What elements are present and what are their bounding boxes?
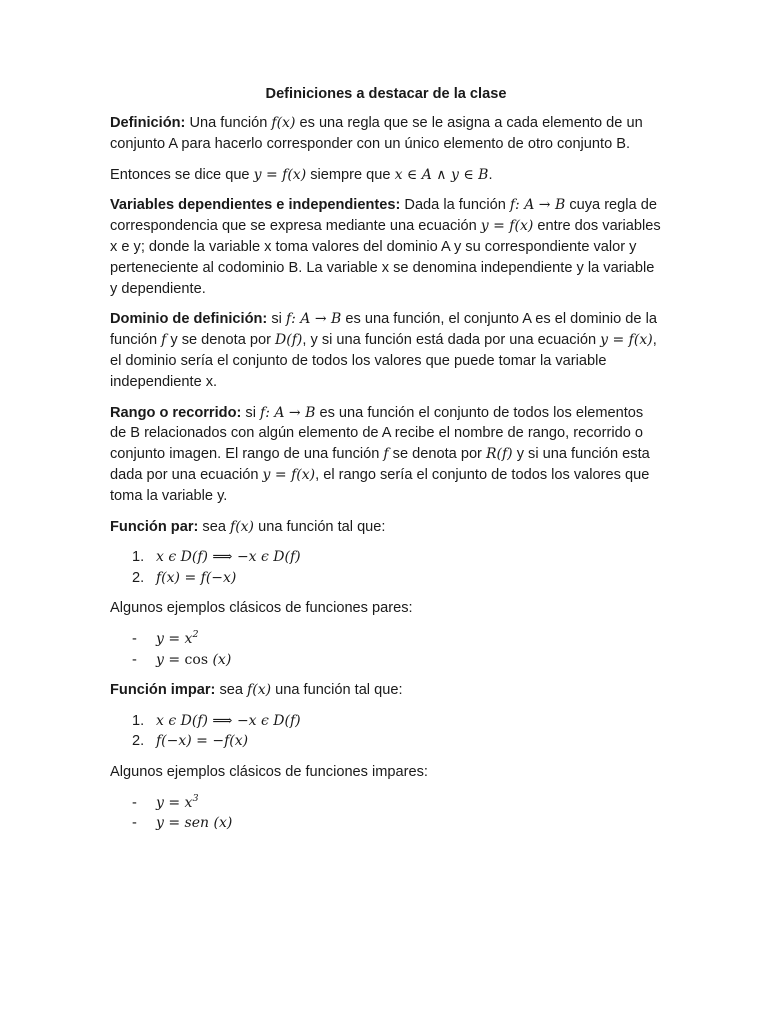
list-item <box>110 793 662 814</box>
definicion-label: Definición: <box>110 115 186 131</box>
math-expr: y = f(x) <box>262 466 316 483</box>
math-expr: f(x) <box>230 518 255 535</box>
text-span: si <box>241 404 261 421</box>
text-span: es una regla que se le asigna a cada elemento de un conjunto A para hacerlo corresponder con un único elemento de otro conjunto B. <box>110 115 643 152</box>
variables-paragraph <box>110 195 662 299</box>
ejemplos-impares-list <box>110 793 662 834</box>
math-expr: y = f(x) <box>600 332 653 349</box>
math-expr: y = sen (x) <box>156 815 233 832</box>
text-span: entre dos variables x e y; donde la variable x toma valores del dominio A y su correspondiente valor y perteneciente al codominio B. La variable x se denomina independiente y la variable y dependiente. <box>110 218 661 297</box>
math-expr: y = f(x) <box>480 218 534 235</box>
math-exponent: 3 <box>192 792 199 804</box>
list-dash: - <box>132 794 137 811</box>
funcion-impar-label: Función impar: <box>110 682 216 699</box>
text-span: , el rango sería el conjunto de todos los valores que toma la variable y. <box>110 466 650 504</box>
math-expr: x ϵ D(f) ⟹ −x ϵ D(f) <box>156 712 301 729</box>
text-span: se denota por <box>388 446 486 463</box>
rango-paragraph <box>110 403 662 507</box>
math-expr: f: A → B <box>285 311 342 328</box>
math-expr: f(x) <box>271 115 296 131</box>
text-span: . <box>488 166 493 183</box>
text-span: , y si una función está dada por una ecuación <box>302 332 601 349</box>
math-expr: f <box>161 332 167 349</box>
funcion-par-label: Función par: <box>110 518 199 535</box>
list-dash: - <box>132 815 137 832</box>
math-lhs: y = x <box>156 794 193 811</box>
math-lhs: y = x <box>156 631 193 648</box>
text-span: es una función el conjunto de todos los elementos de B relacionados con algún elemento de A recibe el nombre de rango, recorrido o conjunto imagen. El rango de una función <box>110 404 644 463</box>
list-item <box>110 731 662 752</box>
document-title: Definiciones a destacar de la clase <box>265 86 507 102</box>
text-span: y se denota por <box>166 332 276 349</box>
text-span: Dada la función <box>400 197 510 214</box>
math-exponent: 2 <box>192 629 199 641</box>
math-expr <box>156 629 198 650</box>
math-expr: R(f) <box>485 446 513 463</box>
list-dash: - <box>132 631 137 648</box>
list-item <box>110 650 662 671</box>
math-expr: f: A → B <box>509 197 566 214</box>
math-expr: f(−x) = −f(x) <box>156 733 249 750</box>
text-span: una función tal que: <box>254 518 386 535</box>
list-dash: - <box>132 651 137 668</box>
text-span: si <box>267 311 286 328</box>
definicion-paragraph <box>110 113 662 155</box>
text-span: sea <box>215 682 248 699</box>
document-body <box>110 84 662 844</box>
text-span: siempre que <box>306 166 395 183</box>
text-span: Una función <box>185 115 272 131</box>
entonces-paragraph <box>110 165 662 186</box>
math-expr: y = f(x) <box>253 166 307 183</box>
dominio-paragraph <box>110 309 662 392</box>
text-span: , el dominio sería el conjunto de todos los valores que puede tomar la variable independiente x. <box>110 332 657 390</box>
funcion-par-conditions <box>110 547 662 588</box>
dominio-label: Dominio de definición: <box>110 311 268 328</box>
math-lhs: y = <box>156 651 185 668</box>
text-span: Entonces se dice que <box>110 166 254 183</box>
list-item <box>110 547 662 568</box>
math-expr <box>156 793 198 814</box>
funcion-impar-paragraph <box>110 680 662 701</box>
list-number: 1. <box>132 712 145 729</box>
ejemplos-impares-intro: Algunos ejemplos clásicos de funciones impares: <box>110 763 428 780</box>
funcion-impar-conditions <box>110 711 662 752</box>
math-argument: (x) <box>208 651 232 668</box>
text-span: es una función, el conjunto A es el dominio de la función <box>110 311 657 349</box>
text-span: cuya regla de correspondencia que se expresa mediante una ecuación <box>110 197 657 235</box>
list-number: 2. <box>132 569 145 586</box>
ejemplos-pares-list <box>110 629 662 670</box>
math-expr: f(x) <box>247 682 272 699</box>
ejemplos-pares-intro: Algunos ejemplos clásicos de funciones pares: <box>110 600 413 617</box>
math-expr: f(x) = f(−x) <box>156 569 237 586</box>
text-span: una función tal que: <box>271 682 403 699</box>
math-expr: D(f) <box>275 332 303 349</box>
list-item <box>110 711 662 732</box>
math-expr: x ϵ D(f) ⟹ −x ϵ D(f) <box>156 549 301 566</box>
list-item <box>110 629 662 650</box>
math-expr: x ∈ A ∧ y ∈ B <box>394 166 489 183</box>
list-number: 1. <box>132 549 145 566</box>
list-number: 2. <box>132 733 145 750</box>
rango-label: Rango o recorrido: <box>110 404 242 421</box>
text-span: sea <box>198 518 231 535</box>
text-span: y si una función esta dada por una ecuación <box>110 446 650 483</box>
list-item <box>110 813 662 834</box>
math-expr <box>156 650 231 671</box>
funcion-par-paragraph <box>110 517 662 538</box>
math-expr: f <box>383 446 389 463</box>
math-function-name: cos <box>184 651 209 668</box>
list-item <box>110 568 662 589</box>
variables-label: Variables dependientes e independientes: <box>110 197 401 214</box>
math-expr: f: A → B <box>260 404 316 421</box>
